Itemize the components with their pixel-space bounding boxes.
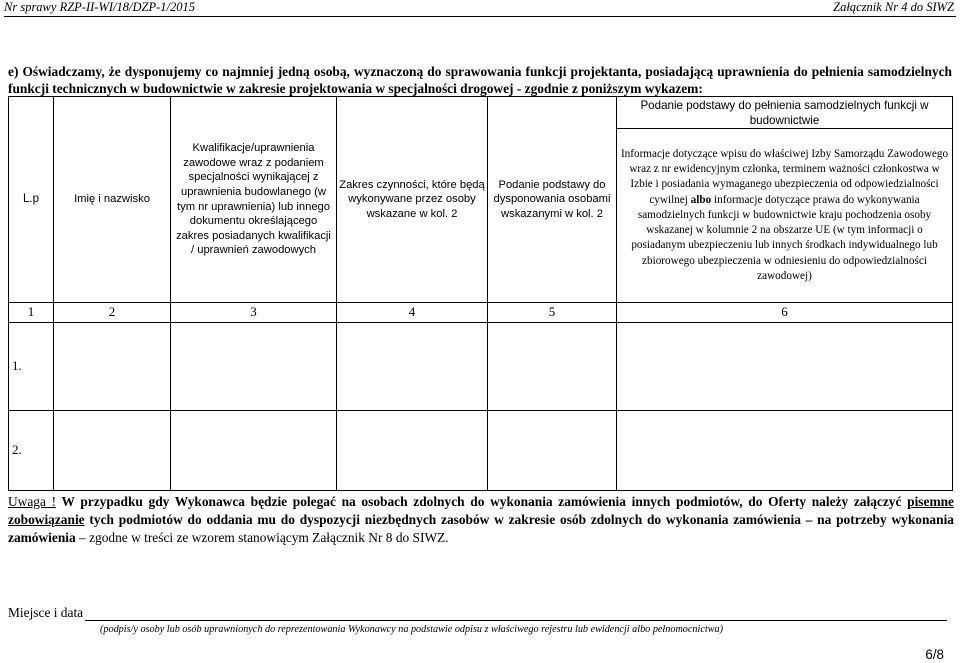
note-paragraph xyxy=(8,493,954,547)
row1-name-cell[interactable] xyxy=(54,323,171,411)
col-header-name: Imię i nazwisko xyxy=(54,97,171,303)
chamber-info-part-b: informacje dotyczące prawa do wykonywania samodzielnych funkcji w budownictwie kraju pochodzenia osoby wskazanej w kolumnie 2 na obszarze UE (w tym informacji o posiadanym ubezpieczeniu lub innych środkach indywidualnego lub zbiorowego ubezpieczenia w odniesieniu do odpowiedzialności zawodowej) xyxy=(631,193,938,282)
col-header-lp: L.p xyxy=(9,97,54,303)
row1-chamber-info-cell[interactable] xyxy=(617,323,953,411)
row2-chamber-info-cell[interactable] xyxy=(617,411,953,491)
note-written-commitment: pisemne zobowiązanie xyxy=(8,494,954,527)
note-text-part3: – zgodne w treści ze wzorem stanowiącym Załącznik Nr 8 do SIWZ. xyxy=(75,530,449,545)
col-number-1: 1 xyxy=(9,303,54,323)
header-case-number: Nr sprawy RZP-II-WI/18/DZP-1/2015 xyxy=(4,0,195,14)
intro-statement: e) Oświadczamy, że dysponujemy co najmniej jedną osobą, wyznaczoną do sprawowania funkcji projektanta, posiadającą uprawnienia do pełnienia samodzielnych funkcji technicznych w budownictwie w zakresie projektowania w specjalności drogowej - zgodnie z poniższym wykazem: xyxy=(8,64,952,96)
personnel-table xyxy=(8,96,953,491)
row2-basis-cell[interactable] xyxy=(488,411,617,491)
row1-qualifications-cell[interactable] xyxy=(171,323,337,411)
header-rule xyxy=(4,16,956,17)
header-attachment-label: Załącznik Nr 4 do SIWZ xyxy=(833,0,954,14)
col-number-3: 3 xyxy=(171,303,337,323)
table-row xyxy=(9,411,953,491)
signature-line[interactable] xyxy=(85,620,947,621)
col-number-6: 6 xyxy=(617,303,953,323)
signature-caption: (podpis/y osoby lub osób uprawnionych do reprezentowania Wykonawcy na podstawie odpisu z właściwego rejestru lub ewidencji albo pełnomocnictwa) xyxy=(100,624,723,635)
col-header-chamber-info xyxy=(617,129,953,303)
row2-name-cell[interactable] xyxy=(54,411,171,491)
col-header-scope: Zakres czynności, które będą wykonywane przez osoby wskazane w kol. 2 xyxy=(337,97,488,303)
row2-qualifications-cell[interactable] xyxy=(171,411,337,491)
note-text-part1: W przypadku gdy Wykonawca będzie polegać na osobach zdolnych do wykonania zamówienia innych podmiotów, do Oferty należy załączyć xyxy=(56,494,908,509)
col-header-qualifications: Kwalifikacje/uprawnienia zawodowe wraz z podaniem specjalności wynikającej z uprawnienia budowlanego (w tym nr uprawnienia) lub innego dokumentu określającego zakres posiadanych kwalifikacji / uprawnień zawodowych xyxy=(171,97,337,303)
note-warning-label: Uwaga ! xyxy=(8,494,57,509)
col-number-5: 5 xyxy=(488,303,617,323)
col-header-basis: Podanie podstawy do dysponowania osobami wskazanymi w kol. 2 xyxy=(488,97,617,303)
chamber-info-or: albo xyxy=(690,193,712,206)
table-row xyxy=(9,323,953,411)
place-date-label: Miejsce i data xyxy=(8,605,84,620)
chamber-info-part-a: Informacje dotyczące wpisu do właściwej Izby Samorządu Zawodowego wraz z nr ewidencyjnym członka, terminem ważności członkostwa w Izbie i posiadania wymaganego ubezpieczenia od odpowiedzialności cywilnej xyxy=(620,148,949,206)
row2-scope-cell[interactable] xyxy=(337,411,488,491)
col-group-header: Podanie podstawy do pełnienia samodzielnych funkcji w budownictwie xyxy=(617,97,953,129)
note-text-part2: tych podmiotów do oddania mu do dyspozycji niezbędnych zasobów w zakresie osób zdolnych do wykonania zamówienia – na potrzeby wykonania zamówienia xyxy=(8,512,954,545)
row1-scope-cell[interactable] xyxy=(337,323,488,411)
row-number-2: 2. xyxy=(9,411,54,491)
page-number: 6/8 xyxy=(925,647,944,662)
row1-basis-cell[interactable] xyxy=(488,323,617,411)
row-number-1: 1. xyxy=(9,323,54,411)
col-number-4: 4 xyxy=(337,303,488,323)
col-number-2: 2 xyxy=(54,303,171,323)
